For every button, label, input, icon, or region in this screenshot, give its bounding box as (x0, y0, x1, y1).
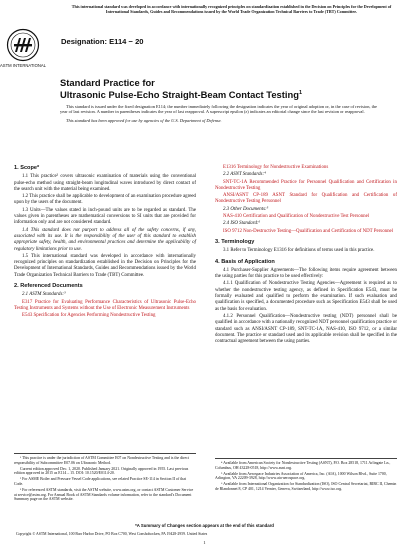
page-number: 1 (203, 540, 206, 545)
ref-snt-tc-1a-link[interactable]: SNT-TC-1A Recommended Practice for Personnel Qualification and Certification in Nondestructive Testing (215, 179, 397, 191)
section-1-5: 1.5 This international standard was developed in accordance with internationally recognized principles on standardization established in the Decision on Principles for the Development of International Standards, Guides and Recommendations issued by the World Trade Organization Technical Barriers to Trade (TBT) Committee. (14, 253, 196, 278)
astm-logo-icon (0, 28, 46, 72)
dod-approval-note: This standard has been approved for use by agencies of the U.S. Department of Defense. (66, 117, 222, 123)
ref-e543-link[interactable]: E543 Specification for Agencies Performing Nondestructive Testing (22, 313, 156, 319)
footnote-1: ¹ This practice is under the jurisdiction of ASTM Committee E07 on Nondestructive Testing and is the direct responsibility of Subcommittee E07.06 on Ultrasonic Method. (14, 456, 189, 465)
title-line-1: Standard Practice for (60, 77, 155, 88)
footnote-2: ² For ASME Boiler and Pressure Vessel Code applications, see related Practice SE-114 in Section II of that Code. (14, 477, 187, 486)
issuance-note (60, 104, 380, 126)
ref-e1316-link[interactable]: E1316 Terminology for Nondestructive Examinations (223, 165, 329, 170)
footnote-3: ³ For referenced ASTM standards, visit the ASTM website, www.astm.org, or contact ASTM Customer Service at service@astm.org. For Annual Book of ASTM Standards volume information, refer to the standard's Document Summary page on the ASTM website. (14, 487, 194, 502)
section-1-4: 1.4 This standard does not purport to address all of the safety concerns, if any, associated with its use. It is the responsibility of the user of this standard to establish appropriate safety, health, and environmental practices and determine the applicability of regulatory limitations prior to use. (14, 227, 196, 252)
top-note: This international standard was developed in accordance with internationally recognized principles on standardization established in the Decision on Principles for the Development of International Standards, Guides and Recommendations issued by the World Trade Organization Technical Barriers to Trade (TBT) Committee. (71, 4, 392, 15)
section-4-1-1: 4.1.1 Qualification of Nondestructive Testing Agencies—Agreement is required as to whether the nondestructive testing agency, as defined in Specification E543, must be formally evaluated and qualified to perform the examination. If such evaluation and qualification is specified, a documented procedure such as Specification E543 shall be used as the basis for evaluation. (215, 281, 397, 312)
footnote-6: ⁶ Available from International Organization for Standardization (ISO), ISO Central Secretariat, BIBC II, Chemin de Blandonnet 8, CP 401, 1214 Vernier, Geneva, Switzerland, http://www.iso.org. (215, 482, 397, 491)
terminology-heading: 3. Terminology (215, 238, 255, 245)
issuance-paragraph: This standard is issued under the fixed designation E114; the number immediately following the designation indicates the year of original adoption or, in the case of revision, the year of last revision. A number in parentheses indicates the year of last reapproval. A superscript epsilon (ε) indicates an editorial change since the last revision or reapproval. (60, 104, 377, 115)
ref-e317-link[interactable]: E317 Practice for Evaluating Performance Characteristics of Ultrasonic Pulse-Echo Testing Instruments and Systems without the Use of Electronic Measurement Instruments (14, 299, 196, 311)
section-2-2: 2.2 ASNT Standards:⁴ (223, 172, 266, 178)
section-1-3: 1.3 Units—The values stated in inch-pound units are to be regarded as standard. The values given in parentheses are mathematical conversions to SI units that are provided for information only and are not considered standard. (14, 207, 196, 226)
document-title (60, 77, 360, 101)
basis-heading: 4. Basis of Application (215, 258, 275, 265)
section-2-4: 2.4 ISO Standard:⁶ (223, 221, 261, 227)
logo-text: ASTM INTERNATIONAL (0, 63, 46, 68)
summary-of-changes-note: *A Summary of Changes section appears at the end of this standard (135, 523, 274, 528)
footnote-1-edition: Current edition approved Dec. 1, 2020. Published January 2021. Originally approved in 1955. Last previous edition approved in 2015 as E114 – 15. DOI: 10.1520/E0114-20. (14, 466, 189, 476)
ref-cp189-link[interactable]: ANSI/ASNT CP-189 ASNT Standard for Qualification and Certification of Nondestructive Testing Personnel (215, 193, 397, 205)
referenced-documents-heading: 2. Referenced Documents (14, 283, 83, 290)
section-4-1-2: 4.1.2 Personnel Qualification—Nondestructive testing (NDT) personnel shall be qualified in accordance with a nationally recognized NDT personnel qualification practice or standard such as ANSI/ASNT CP-189, SNT-TC-1A, NAS-410, ISO 9712, or a similar document. The practice or standard used and its applicable revision shall be specified in the contractual agreement between the using parties. (215, 313, 397, 345)
ref-nas410-link[interactable]: NAS-410 Certification and Qualification of Nondestructive Test Personnel (223, 214, 370, 220)
designation: Designation: E114 − 20 (61, 37, 144, 46)
section-2-3: 2.3 Other Documents:⁵ (223, 206, 269, 212)
section-3-1: 3.1 Refer to Terminology E1316 for definitions of terms used in this practice. (223, 248, 375, 254)
left-footnotes (14, 453, 196, 503)
footnote-5: ⁵ Available from Aerospace Industries Association of America, Inc. (AIA), 1000 Wilson Blvd., Suite 1700, Arlington, VA 22209-3928, http://www.aia-aerospace.org. (215, 471, 387, 481)
section-1-1: 1.1 This practice² covers ultrasonic examination of materials using the conventional pulse-echo method using straight-beam longitudinal waves introduced by direct contact of the search unit with the material being examined. (14, 174, 196, 192)
scope-heading: 1. Scope* (14, 165, 40, 171)
footnote-4: ⁴ Available from American Society for Nondestructive Testing (ASNT), P.O. Box 28518, 1711 Arlingate Ln., Columbus, OH 43228-0518, http://www.asnt.org. (215, 461, 391, 470)
title-footnote-mark: 1 (298, 90, 302, 97)
section-2-1: 2.1 ASTM Standards:³ (22, 292, 66, 298)
section-1-2: 1.2 This practice shall be applicable to development of an examination procedure agreed upon by the users of the document. (14, 194, 196, 206)
right-footnotes (215, 458, 397, 493)
right-column (215, 165, 397, 346)
copyright-line: Copyright © ASTM International, 100 Barr Harbor Drive, PO Box C700, West Conshohocken, PA 19428-2959. United States (16, 532, 208, 536)
section-4-1: 4.1 Purchaser-Supplier Agreements—The following items require agreement between the using parties for this practice to be used effectively: (215, 267, 397, 280)
title-line-2: Ultrasonic Pulse-Echo Straight-Beam Contact Testing$^1$ (60, 89, 302, 101)
left-column (14, 165, 196, 321)
ref-iso9712-link[interactable]: ISO 9712 Non-Destructive Testing—Qualification and Certification of NDT Personnel (223, 228, 394, 234)
